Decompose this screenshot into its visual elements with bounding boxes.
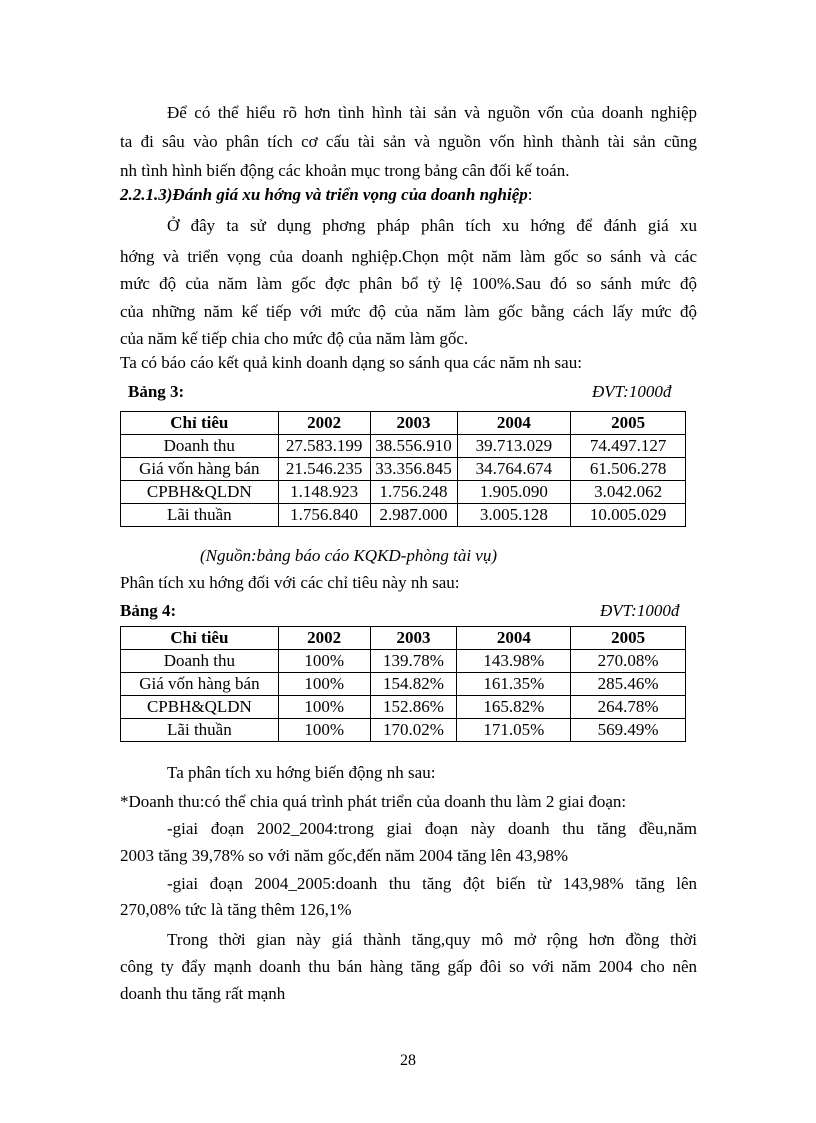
table4-header-cell: Chỉ tiêu — [121, 627, 279, 650]
table3-header-cell: 2004 — [457, 412, 571, 435]
table3-cell: 39.713.029 — [457, 435, 571, 458]
table4-cell: 100% — [278, 696, 370, 719]
table3-cell: 38.556.910 — [370, 435, 457, 458]
table-row — [121, 719, 686, 742]
table4-cell: 161.35% — [457, 673, 571, 696]
table3-cell: 21.546.235 — [278, 458, 370, 481]
table4-header-row — [121, 627, 686, 650]
table-row — [121, 481, 686, 504]
table3-header-row — [121, 412, 686, 435]
table4-unit: ĐVT:1000đ — [600, 601, 680, 620]
table3-unit: ĐVT:1000đ — [592, 382, 672, 401]
table4-cell: 171.05% — [457, 719, 571, 742]
table3-cell: 1.905.090 — [457, 481, 571, 504]
analysis-line-8: công ty đẩy mạnh doanh thu bán hàng tăng gấp đôi so với năm 2004 cho nên — [120, 957, 697, 976]
section-paragraph-line-1: Ở đây ta sử dụng phơng pháp phân tích xu hớng để đánh giá xu — [167, 216, 697, 235]
table4-cell: Doanh thu — [121, 650, 279, 673]
section-paragraph-line-3: mức độ của năm làm gốc đợc phân bổ tỷ lệ 100%.Sau đó so sánh mức độ — [120, 274, 697, 293]
table4-cell: 569.49% — [571, 719, 686, 742]
table3-cell: 1.148.923 — [278, 481, 370, 504]
analysis-line-3: -giai đoạn 2002_2004:trong giai đoạn này doanh thu tăng đều,năm — [167, 819, 697, 838]
table3-header-cell: 2003 — [370, 412, 457, 435]
intro-line-3: nh tình hình biến động các khoản mục trong bảng cân đối kế toán. — [120, 161, 570, 180]
table-row — [121, 650, 686, 673]
page-number: 28 — [400, 1052, 416, 1069]
section-heading-text: 2.2.1.3)Đánh giá xu hớng và triển vọng của doanh nghiệp — [120, 185, 528, 204]
table3 — [120, 411, 686, 527]
section-paragraph-line-4: của những năm kế tiếp với mức độ của năm làm gốc bằng cách lấy mức độ — [120, 302, 697, 321]
table4-header-cell: 2004 — [457, 627, 571, 650]
section-paragraph-line-6: Ta có báo cáo kết quả kinh doanh dạng so sánh qua các năm nh sau: — [120, 353, 582, 372]
table4-cell: 139.78% — [370, 650, 457, 673]
table3-cell: 2.987.000 — [370, 504, 457, 527]
table3-cell: 1.756.248 — [370, 481, 457, 504]
table-row — [121, 458, 686, 481]
table4-cell: 154.82% — [370, 673, 457, 696]
table4-cell: Lãi thuần — [121, 719, 279, 742]
analysis-line-4: 2003 tăng 39,78% so với năm gốc,đến năm 2004 tăng lên 43,98% — [120, 846, 569, 865]
table4-header-cell: 2002 — [278, 627, 370, 650]
analysis-line-2: *Doanh thu:có thể chia quá trình phát triển của doanh thu làm 2 giai đoạn: — [120, 792, 627, 811]
table4-cell: CPBH&QLDN — [121, 696, 279, 719]
table3-cell: 34.764.674 — [457, 458, 571, 481]
intro-line-2: ta đi sâu vào phân tích cơ cấu tài sản và nguồn vốn hình thành tài sản cũng — [120, 132, 697, 151]
analysis-line-1: Ta phân tích xu hớng biến động nh sau: — [167, 763, 436, 782]
table4-cell: 285.46% — [571, 673, 686, 696]
table-row — [121, 504, 686, 527]
table3-cell: 1.756.840 — [278, 504, 370, 527]
table3-header-cell: 2005 — [571, 412, 686, 435]
table3-cell: CPBH&QLDN — [121, 481, 279, 504]
analysis-line-5: -giai đoạn 2004_2005:doanh thu tăng đột biến từ 143,98% tăng lên — [167, 874, 697, 893]
table3-cell: 3.005.128 — [457, 504, 571, 527]
section-paragraph-line-5: của năm kế tiếp chia cho mức độ của năm làm gốc. — [120, 329, 469, 348]
table4-cell: 264.78% — [571, 696, 686, 719]
table4-cell: Giá vốn hàng bán — [121, 673, 279, 696]
intro-line-1: Để có thể hiểu rõ hơn tình hình tài sản và nguồn vốn của doanh nghiệp — [167, 103, 697, 122]
table3-cell: Doanh thu — [121, 435, 279, 458]
table4-header-cell: 2003 — [370, 627, 457, 650]
table3-cell: 33.356.845 — [370, 458, 457, 481]
table4-title: Bảng 4: — [120, 601, 177, 620]
analysis-line-7: Trong thời gian này giá thành tăng,quy mô mở rộng hơn đồng thời — [167, 930, 697, 949]
table4-cell: 165.82% — [457, 696, 571, 719]
section-heading-colon: : — [527, 185, 533, 204]
section-paragraph-line-2: hớng và triển vọng của doanh nghiệp.Chọn một năm làm gốc so sánh và các — [120, 247, 697, 266]
table4-cell: 143.98% — [457, 650, 571, 673]
table4-cell: 100% — [278, 719, 370, 742]
table4-cell: 152.86% — [370, 696, 457, 719]
table4-cell: 100% — [278, 650, 370, 673]
table4 — [120, 626, 686, 742]
table3-title: Bảng 3: — [128, 382, 185, 401]
table4-cell: 170.02% — [370, 719, 457, 742]
table4-header-cell: 2005 — [571, 627, 686, 650]
analysis-line-6: 270,08% tức là tăng thêm 126,1% — [120, 900, 352, 919]
table3-header-cell: 2002 — [278, 412, 370, 435]
table3-cell: Lãi thuần — [121, 504, 279, 527]
table3-header-cell: Chỉ tiêu — [121, 412, 279, 435]
table3-cell: 10.005.029 — [571, 504, 686, 527]
table3-cell: 74.497.127 — [571, 435, 686, 458]
table3-source: (Nguồn:bảng báo cáo KQKD-phòng tài vụ) — [200, 546, 498, 565]
table4-cell: 270.08% — [571, 650, 686, 673]
table3-cell: Giá vốn hàng bán — [121, 458, 279, 481]
table-row — [121, 673, 686, 696]
table4-intro: Phân tích xu hớng đối với các chỉ tiêu này nh sau: — [120, 573, 460, 592]
table4-cell: 100% — [278, 673, 370, 696]
analysis-line-9: doanh thu tăng rất mạnh — [120, 984, 286, 1003]
table3-cell: 3.042.062 — [571, 481, 686, 504]
section-heading — [120, 184, 533, 206]
table3-cell: 27.583.199 — [278, 435, 370, 458]
table-row — [121, 435, 686, 458]
table3-cell: 61.506.278 — [571, 458, 686, 481]
table-row — [121, 696, 686, 719]
